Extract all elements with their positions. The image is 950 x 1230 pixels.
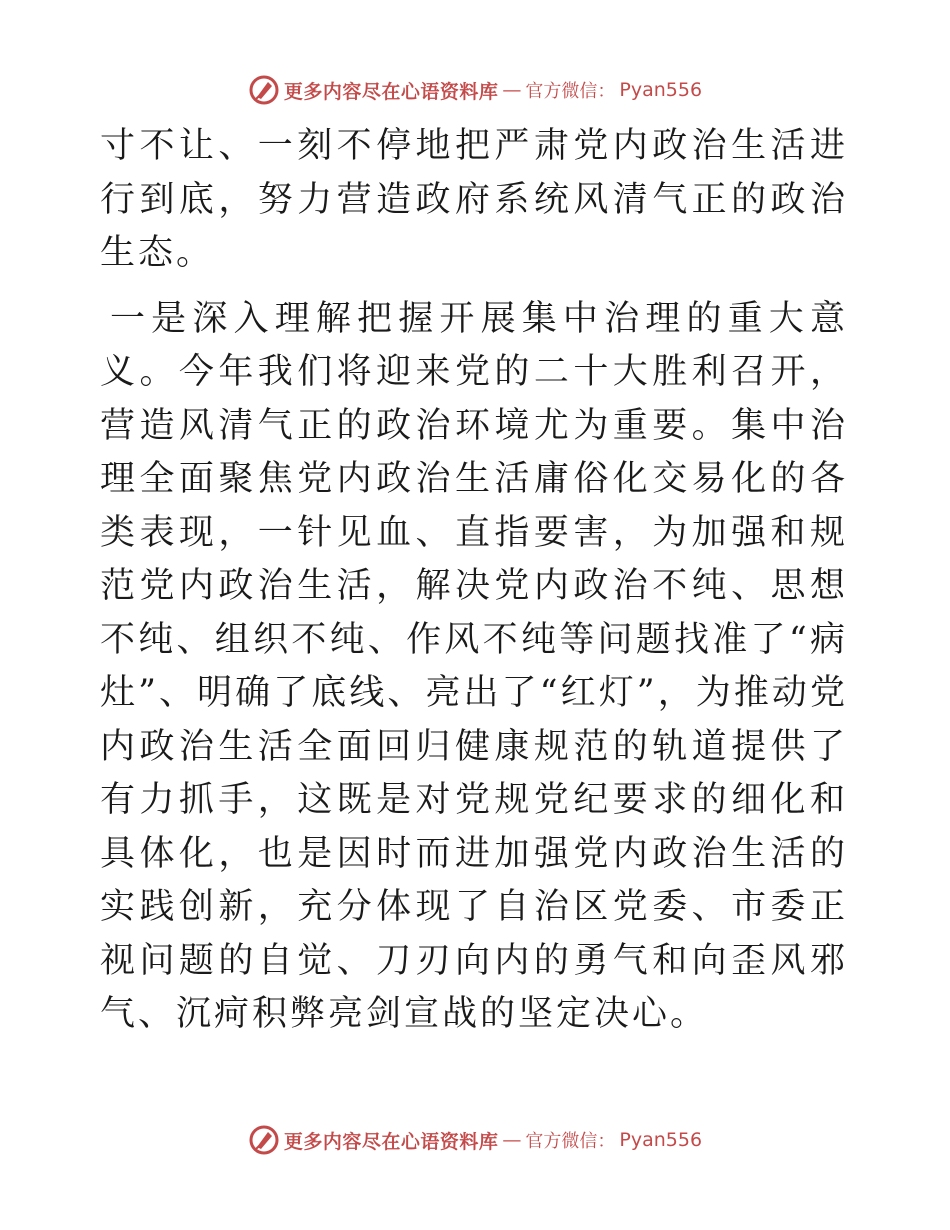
pen-nib-logo-icon [248,74,280,106]
document-body [100,120,848,1042]
footer-banner-text: 更多内容尽在心语资料库 [283,1130,499,1153]
header-banner [0,70,950,110]
paragraph-1: 寸不让、一刻不停地把严肃党内政治生活进行到底，努力营造政府系统风清气正的政治生态。 [100,126,848,273]
header-banner-dash: — [502,79,522,101]
header-wechat-label: 官方微信： [525,81,616,102]
header-wechat-id: Pyan556 [619,79,703,101]
header-banner-inner [248,74,702,106]
footer-wechat-id: Pyan556 [619,1129,703,1151]
header-banner-text: 更多内容尽在心语资料库 [283,80,499,103]
footer-banner-dash: — [502,1129,522,1151]
pen-nib-logo-icon [248,1124,280,1156]
footer-banner-inner [248,1124,702,1156]
footer-banner [0,1120,950,1160]
footer-wechat-label: 官方微信： [525,1131,616,1152]
paragraph-2: 一是深入理解把握开展集中治理的重大意义。今年我们将迎来党的二十大胜利召开，营造风清气正的政治环境尤为重要。集中治理全面聚焦党内政治生活庸俗化交易化的各类表现，一针见血、直指要害，为加强和规范党内政治生活，解决党内政治不纯、思想不纯、组织不纯、作风不纯等问题找准了“病灶”、明确了底线、亮出了“红灯”，为推动党内政治生活全面回归健康规范的轨道提供了有力抓手，这既是对党规党纪要求的细化和具体化，也是因时而进加强党内政治生活的实践创新，充分体现了自治区党委、市委正视问题的自觉、刀刃向内的勇气和向歪风邪气、沉疴积弊亮剑宣战的坚定决心。 [100,298,848,1034]
